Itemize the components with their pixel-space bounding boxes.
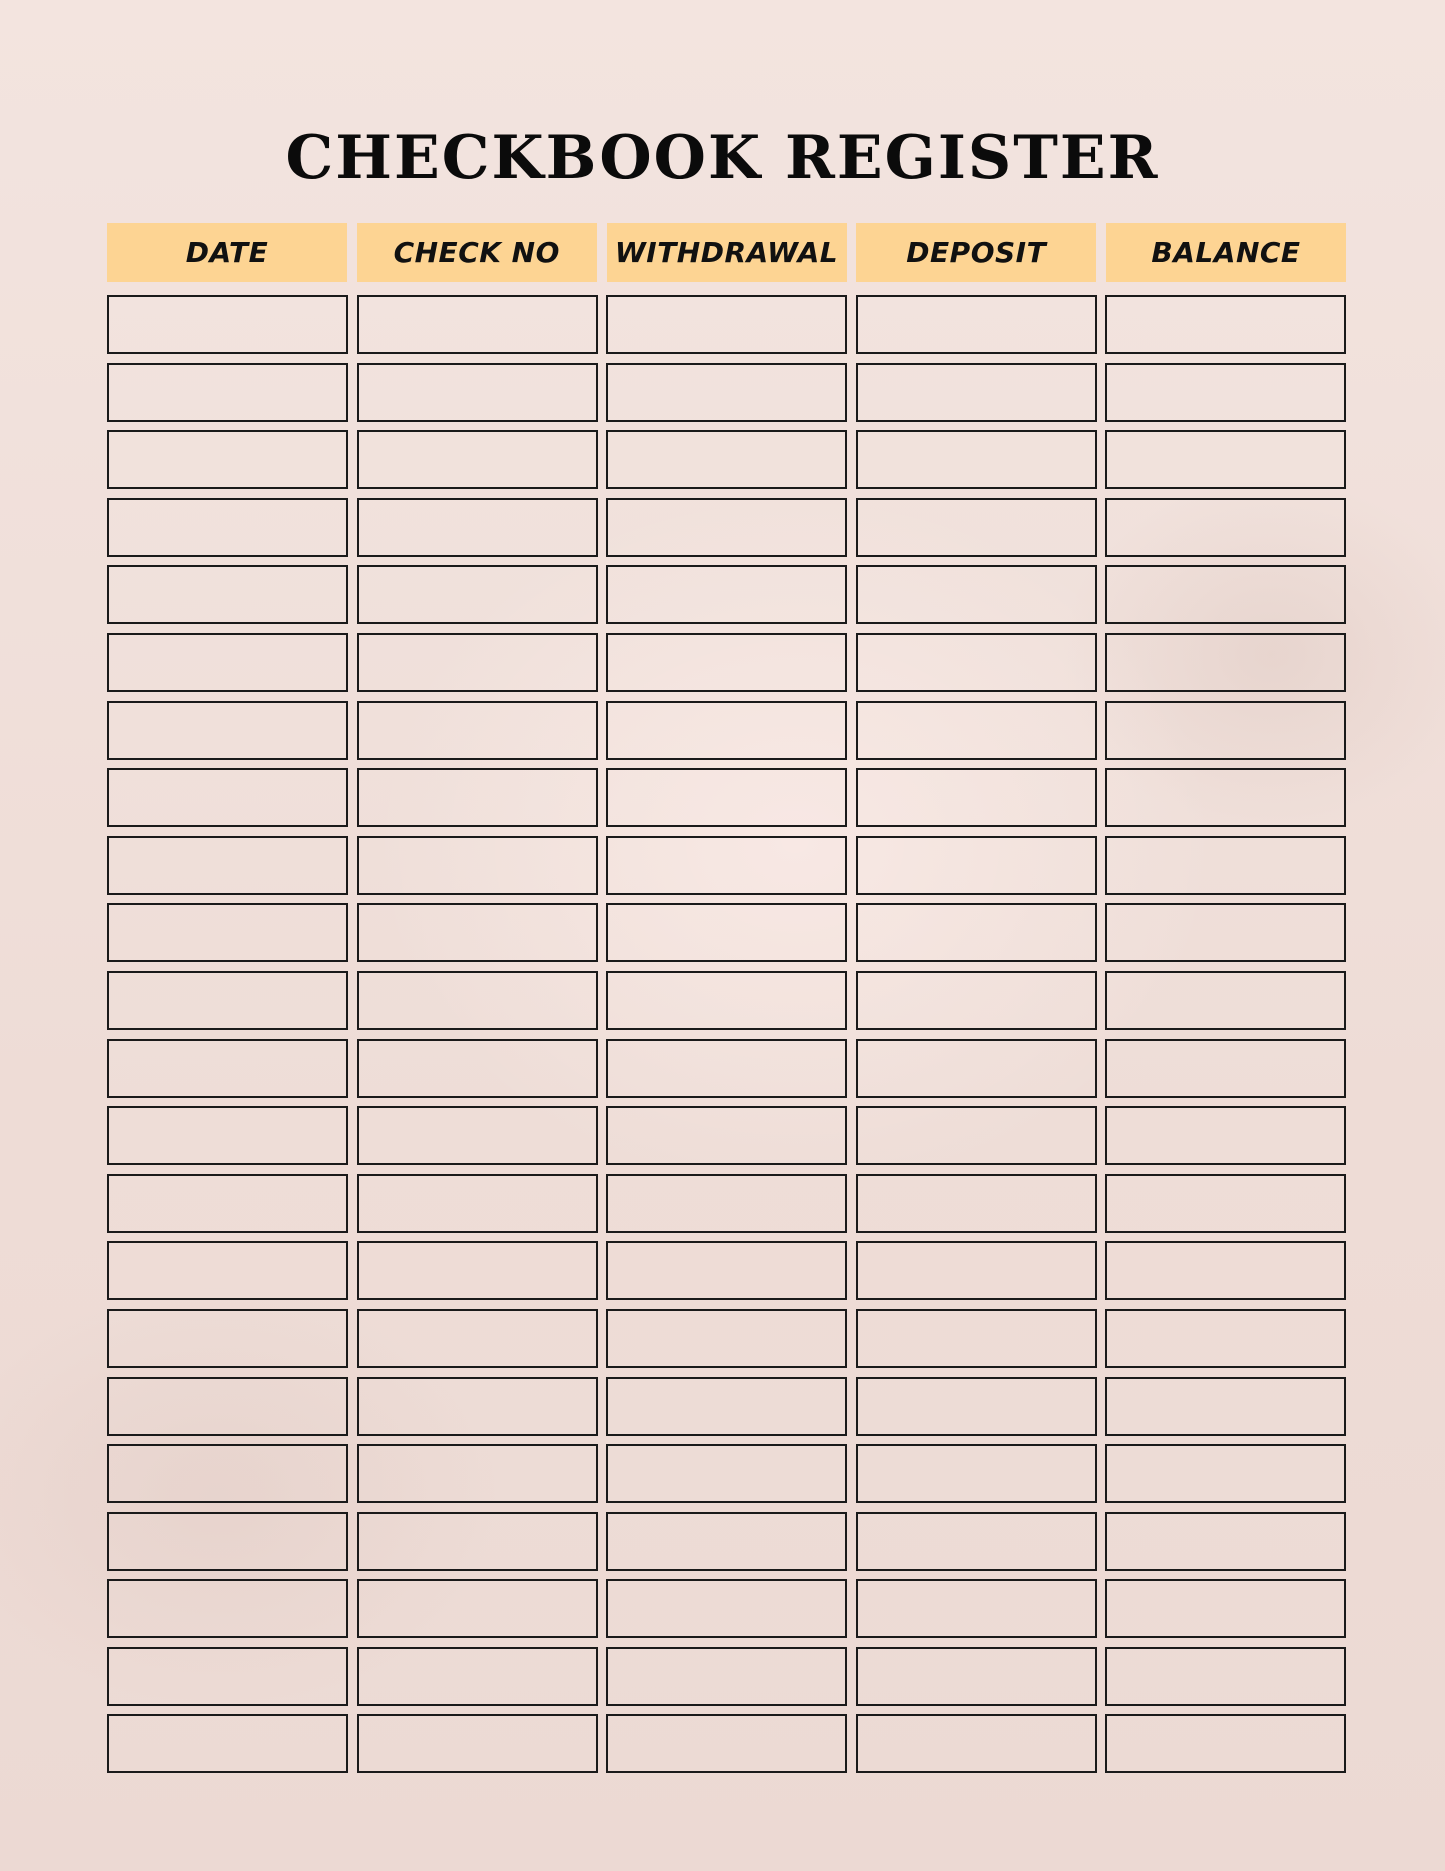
register-cell-deposit[interactable] [856,1309,1097,1368]
register-cell-deposit[interactable] [856,1241,1097,1300]
register-cell-check-no[interactable] [357,701,598,760]
register-cell-balance[interactable] [1105,1241,1346,1300]
register-cell-date[interactable] [107,1309,348,1368]
register-cell-withdrawal[interactable] [606,363,847,422]
register-cell-check-no[interactable] [357,1309,598,1368]
register-cell-date[interactable] [107,1512,348,1571]
register-cell-check-no[interactable] [357,1106,598,1165]
column-header-deposit: DEPOSIT [856,223,1096,282]
register-cell-date[interactable] [107,1106,348,1165]
register-cell-date[interactable] [107,295,348,354]
register-cell-date[interactable] [107,1579,348,1638]
register-cell-date[interactable] [107,1377,348,1436]
register-row [107,903,1346,962]
register-cell-deposit[interactable] [856,498,1097,557]
column-header-check-no: CHECK NO [357,223,597,282]
register-cell-date[interactable] [107,836,348,895]
register-cell-check-no[interactable] [357,1039,598,1098]
register-cell-balance[interactable] [1105,363,1346,422]
register-cell-deposit[interactable] [856,565,1097,624]
register-cell-withdrawal[interactable] [606,1241,847,1300]
column-header-balance: BALANCE [1106,223,1346,282]
register-cell-withdrawal[interactable] [606,1106,847,1165]
register-cell-withdrawal[interactable] [606,903,847,962]
register-cell-date[interactable] [107,633,348,692]
register-cell-date[interactable] [107,1714,348,1773]
register-cell-deposit[interactable] [856,1647,1097,1706]
register-row [107,701,1346,760]
register-cell-deposit[interactable] [856,295,1097,354]
column-header-date: DATE [107,223,347,282]
register-cell-balance[interactable] [1105,1039,1346,1098]
register-cell-deposit[interactable] [856,1106,1097,1165]
register-row [107,363,1346,422]
register-cell-balance[interactable] [1105,836,1346,895]
register-cell-check-no[interactable] [357,498,598,557]
register-cell-check-no[interactable] [357,1647,598,1706]
register-cell-date[interactable] [107,363,348,422]
register-cell-withdrawal[interactable] [606,565,847,624]
register-row [107,633,1346,692]
register-cell-check-no[interactable] [357,1579,598,1638]
register-cell-deposit[interactable] [856,633,1097,692]
register-cell-check-no[interactable] [357,1377,598,1436]
register-cell-check-no[interactable] [357,565,598,624]
register-row [107,1647,1346,1706]
register-row [107,565,1346,624]
register-cell-balance[interactable] [1105,1512,1346,1571]
register-cell-withdrawal[interactable] [606,836,847,895]
register-row [107,1106,1346,1165]
register-cell-deposit[interactable] [856,430,1097,489]
column-header-withdrawal: WITHDRAWAL [607,223,847,282]
column-header-row [107,223,1346,282]
register-row [107,498,1346,557]
register-cell-withdrawal[interactable] [606,430,847,489]
register-cell-balance[interactable] [1105,1714,1346,1773]
register-cell-deposit[interactable] [856,971,1097,1030]
register-cell-balance[interactable] [1105,903,1346,962]
register-cell-balance[interactable] [1105,1106,1346,1165]
register-row [107,1377,1346,1436]
register-cell-withdrawal[interactable] [606,633,847,692]
register-row [107,1444,1346,1503]
register-row [107,1714,1346,1773]
register-cell-deposit[interactable] [856,1444,1097,1503]
register-row [107,768,1346,827]
register-cell-balance[interactable] [1105,430,1346,489]
register-row [107,836,1346,895]
register-cell-withdrawal[interactable] [606,971,847,1030]
register-cell-withdrawal[interactable] [606,1309,847,1368]
register-cell-withdrawal[interactable] [606,1714,847,1773]
page-title: CHECKBOOK REGISTER [285,123,1160,193]
register-row [107,430,1346,489]
register-cell-check-no[interactable] [357,836,598,895]
register-cell-balance[interactable] [1105,565,1346,624]
register-cell-date[interactable] [107,498,348,557]
register-cell-balance[interactable] [1105,1377,1346,1436]
register-cell-check-no[interactable] [357,430,598,489]
register-cell-withdrawal[interactable] [606,1377,847,1436]
register-grid [107,295,1346,1782]
register-cell-deposit[interactable] [856,1714,1097,1773]
register-cell-check-no[interactable] [357,633,598,692]
register-cell-balance[interactable] [1105,1647,1346,1706]
register-cell-withdrawal[interactable] [606,768,847,827]
register-cell-check-no[interactable] [357,903,598,962]
register-cell-check-no[interactable] [357,971,598,1030]
register-cell-date[interactable] [107,768,348,827]
register-cell-balance[interactable] [1105,1444,1346,1503]
register-cell-date[interactable] [107,430,348,489]
register-cell-deposit[interactable] [856,1579,1097,1638]
register-cell-deposit[interactable] [856,903,1097,962]
register-cell-deposit[interactable] [856,363,1097,422]
register-cell-check-no[interactable] [357,1444,598,1503]
register-cell-check-no[interactable] [357,1241,598,1300]
register-cell-balance[interactable] [1105,295,1346,354]
register-cell-balance[interactable] [1105,633,1346,692]
register-cell-date[interactable] [107,1174,348,1233]
register-row [107,1309,1346,1368]
register-cell-date[interactable] [107,903,348,962]
register-cell-check-no[interactable] [357,363,598,422]
register-cell-withdrawal[interactable] [606,1174,847,1233]
register-cell-check-no[interactable] [357,1174,598,1233]
register-cell-date[interactable] [107,1039,348,1098]
register-cell-balance[interactable] [1105,768,1346,827]
register-cell-date[interactable] [107,701,348,760]
register-cell-balance[interactable] [1105,1174,1346,1233]
register-cell-withdrawal[interactable] [606,498,847,557]
register-cell-check-no[interactable] [357,1714,598,1773]
register-cell-withdrawal[interactable] [606,295,847,354]
register-cell-withdrawal[interactable] [606,1444,847,1503]
register-cell-balance[interactable] [1105,1579,1346,1638]
register-row [107,295,1346,354]
register-row [107,1174,1346,1233]
register-cell-withdrawal[interactable] [606,1039,847,1098]
register-cell-date[interactable] [107,1647,348,1706]
register-row [107,971,1346,1030]
register-cell-balance[interactable] [1105,498,1346,557]
register-cell-check-no[interactable] [357,768,598,827]
register-cell-withdrawal[interactable] [606,1512,847,1571]
register-cell-date[interactable] [107,1241,348,1300]
register-row [107,1039,1346,1098]
register-cell-deposit[interactable] [856,1174,1097,1233]
register-row [107,1512,1346,1571]
register-row [107,1579,1346,1638]
register-cell-withdrawal[interactable] [606,1647,847,1706]
register-cell-date[interactable] [107,565,348,624]
register-cell-balance[interactable] [1105,1309,1346,1368]
register-cell-balance[interactable] [1105,971,1346,1030]
register-cell-date[interactable] [107,971,348,1030]
register-cell-deposit[interactable] [856,1039,1097,1098]
register-cell-deposit[interactable] [856,836,1097,895]
register-cell-withdrawal[interactable] [606,1579,847,1638]
register-cell-deposit[interactable] [856,701,1097,760]
register-cell-balance[interactable] [1105,701,1346,760]
register-cell-deposit[interactable] [856,1377,1097,1436]
register-cell-check-no[interactable] [357,1512,598,1571]
register-row [107,1241,1346,1300]
register-cell-deposit[interactable] [856,1512,1097,1571]
register-cell-date[interactable] [107,1444,348,1503]
register-cell-check-no[interactable] [357,295,598,354]
register-cell-deposit[interactable] [856,768,1097,827]
register-cell-withdrawal[interactable] [606,701,847,760]
